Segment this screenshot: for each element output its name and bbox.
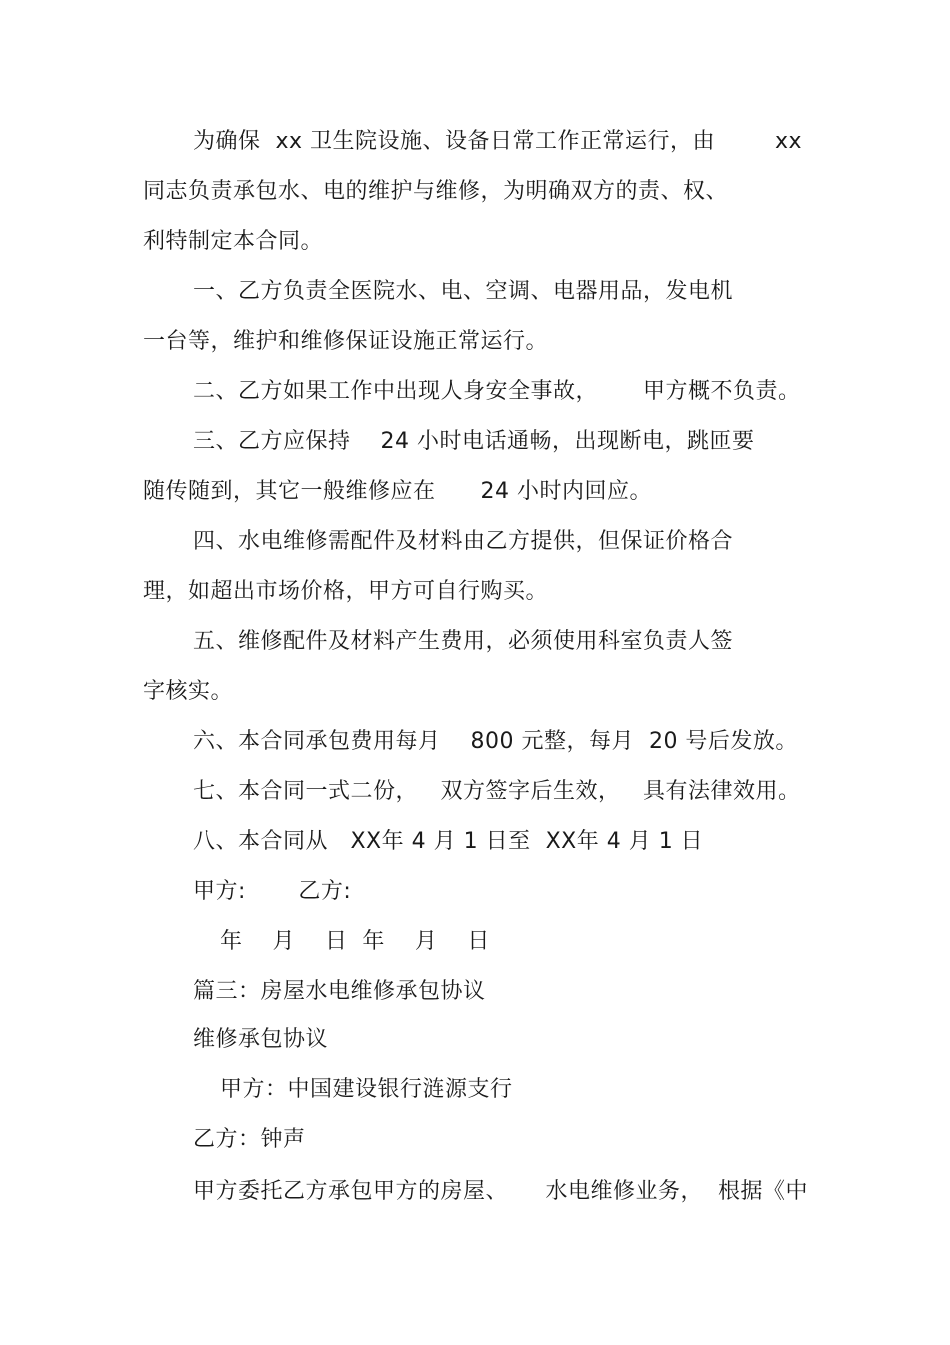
date-line: 年 月 日 年 月 日 — [220, 929, 490, 954]
text-line-4: 一、乙方负责全医院水、电、空调、电器用品，发电机 — [193, 279, 734, 304]
text-line-13: 六、本合同承包费用每月 800 元整，每月 20 号后发放。 — [193, 729, 798, 754]
text-line-10: 理，如超出市场价格，甲方可自行购买。 — [143, 579, 549, 604]
section-heading: 篇三：房屋水电维修承包协议 — [193, 979, 486, 1004]
party-a-line: 甲方：中国建设银行涟源支行 — [220, 1077, 513, 1102]
text-line-12: 字核实。 — [143, 679, 234, 704]
text-line-11: 五、维修配件及材料产生费用，必须使用科室负责人签 — [193, 629, 734, 654]
signature-line: 甲方: 乙方: — [193, 879, 352, 904]
text-line-7: 三、乙方应保持 24 小时电话通畅，出现断电，跳匝要 — [193, 429, 755, 454]
text-line-14: 七、本合同一式二份， 双方签字后生效， 具有法律效用。 — [193, 779, 801, 804]
text-line-6: 二、乙方如果工作中出现人身安全事故， 甲方概不负责。 — [193, 379, 801, 404]
text-line-8: 随传随到，其它一般维修应在 24 小时内回应。 — [143, 479, 652, 504]
agreement-title: 维修承包协议 — [193, 1027, 329, 1052]
text-line-2: 同志负责承包水、电的维护与维修，为明确双方的责、权、 — [143, 179, 729, 204]
text-line-15: 八、本合同从 XX年 4 月 1 日至 XX年 4 月 1 日 — [193, 829, 704, 854]
text-line-9: 四、水电维修需配件及材料由乙方提供，但保证价格合 — [193, 529, 734, 554]
text-line-final: 甲方委托乙方承包甲方的房屋、 水电维修业务， 根据《中 — [193, 1179, 808, 1204]
text-line-1: 为确保 xx 卫生院设施、设备日常工作正常运行，由 xx — [193, 129, 803, 154]
party-b-line: 乙方：钟声 — [193, 1127, 306, 1152]
text-line-3: 利特制定本合同。 — [143, 229, 324, 254]
text-line-5: 一台等，维护和维修保证设施正常运行。 — [143, 329, 549, 354]
